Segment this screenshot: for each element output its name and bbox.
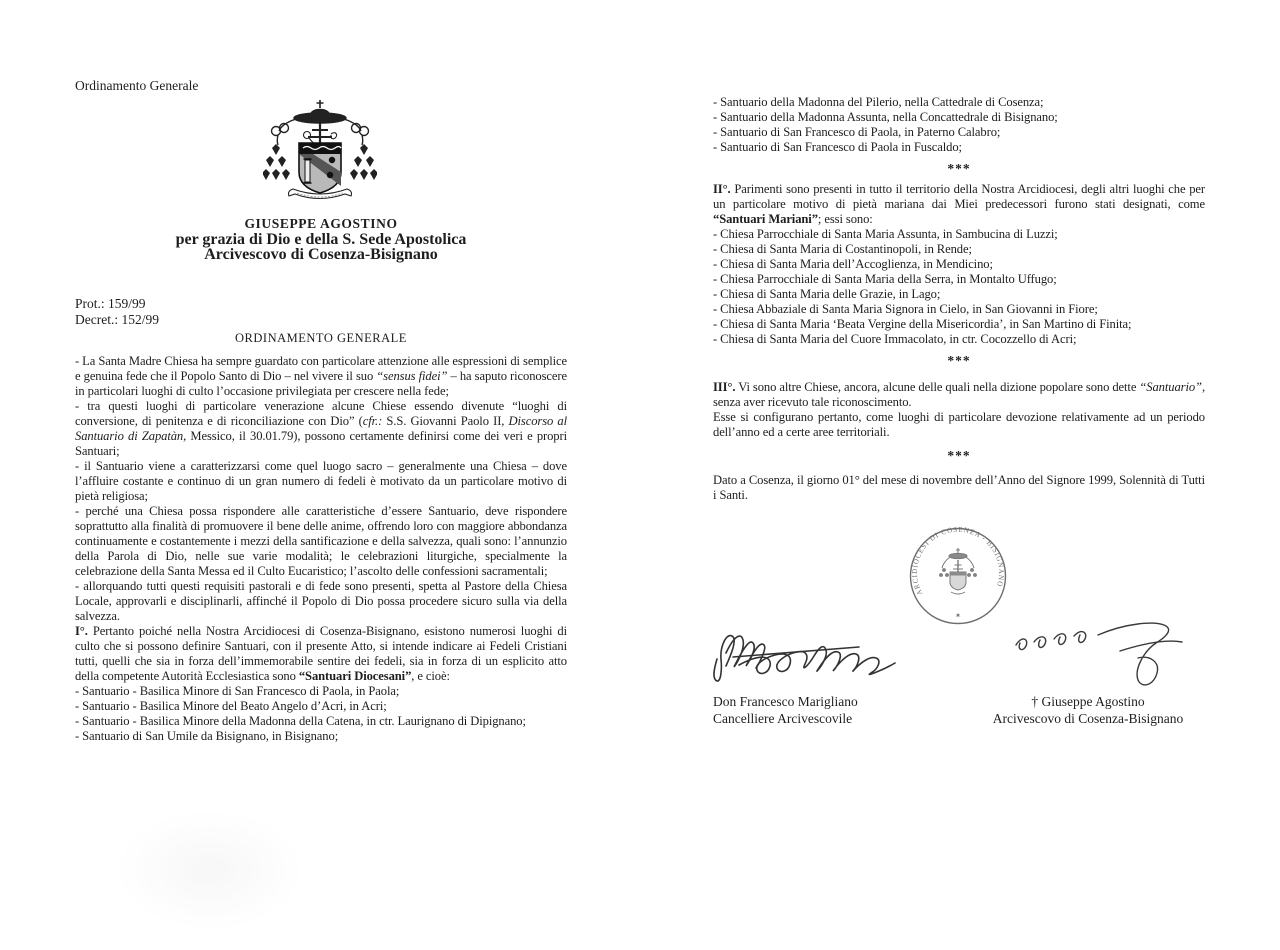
signature-agostino-icon xyxy=(1008,617,1188,697)
asterism-separator: *** xyxy=(947,448,971,463)
diocesan-sanctuaries-list xyxy=(75,684,567,744)
list-item: - Chiesa di Santa Maria di Costantinopoli, in Rende; xyxy=(713,242,972,256)
svg-text:ARCIDIOCESI DI COSENZA - BISIG: ARCIDIOCESI DI COSENZA - BISIGNANO xyxy=(909,524,1007,597)
list-item: - Santuario - Basilica Minore del Beato Angelo d’Acri, in Acri; xyxy=(75,699,387,713)
signatory-left xyxy=(713,694,858,727)
signatory-right xyxy=(971,694,1205,727)
list-item: - Chiesa di Santa Maria dell’Accoglienza, in Mendicino; xyxy=(713,257,993,271)
paragraph-requisiti-pastorali: - allorquando tutti questi requisiti pastorali e di fede sono presenti, spetta al Pastore della Chiesa Locale, approvarli e disciplinarli, affinché il Popolo di Dio possa procedere sicuro sulla via della salvezza. xyxy=(75,579,567,623)
coat-of-arms-icon xyxy=(263,98,377,206)
archbishop-title: GIUSEPPE AGOSTINO per grazia di Dio e della S. Sede Apostolica Arcivescovo di Cosenza-Bisignano xyxy=(75,216,567,263)
list-item: - Santuario - Basilica Minore di San Francesco di Paola, in Paola; xyxy=(75,684,400,698)
signatory-name: Don Francesco Marigliano xyxy=(713,694,858,709)
diocesan-sanctuaries-list-continued xyxy=(713,95,1205,155)
list-item: - Santuario di San Francesco di Paola, in Paterno Calabro; xyxy=(713,125,1001,139)
protocol-numbers xyxy=(75,296,159,328)
asterism-separator: *** xyxy=(947,161,971,176)
marian-sanctuaries-list xyxy=(713,227,1205,347)
signature-marigliano-icon xyxy=(709,623,905,685)
page-left xyxy=(75,78,567,838)
list-item: - Chiesa Abbaziale di Santa Maria Signora in Cielo, in San Giovanni in Fiore; xyxy=(713,302,1098,316)
paragraph-dato-a-cosenza: Dato a Cosenza, il giorno 01° del mese di novembre dell’Anno del Signore 1999, Solennità di Tutti i Santi. xyxy=(713,473,1205,502)
list-item: - Chiesa Parrocchiale di Santa Maria Assunta, in Sambucina di Luzzi; xyxy=(713,227,1058,241)
paragraph-III-devozione: Esse si configurano pertanto, come luoghi di particolare devozione relativamente ad un periodo dell’anno ed a certe aree territoriali. xyxy=(713,410,1205,439)
list-item: - Chiesa Parrocchiale di Santa Maria della Serra, in Montalto Uffugo; xyxy=(713,272,1057,286)
paragraph-II-santuari-mariani: II°. Parimenti sono presenti in tutto il territorio della Nostra Arcidiocesi, degli altri luoghi che per un particolare motivo di pietà mariana dai Miei predecessori furono stati designati, come “Santuari Mariani”; essi sono: xyxy=(713,182,1205,226)
scan-shadow-artifact xyxy=(85,790,335,950)
paragraph-III-block xyxy=(713,380,1205,440)
list-item: - Santuario della Madonna Assunta, nella Concattedrale di Bisignano; xyxy=(713,110,1058,124)
corner-label: Ordinamento Generale xyxy=(75,78,199,93)
list-item: - Chiesa di Santa Maria ‘Beata Vergine della Misericordia’, in San Martino di Finita; xyxy=(713,317,1132,331)
page-right xyxy=(713,95,1205,855)
decree-body xyxy=(75,354,567,744)
protocol-number: Prot.: 159/99 xyxy=(75,296,146,311)
list-item: - Santuario di San Umile da Bisignano, in Bisignano; xyxy=(75,729,339,743)
paragraph-III-altre-chiese: III°. Vi sono altre Chiese, ancora, alcune delle quali nella dizione popolare sono dette “Santuario”, senza aver ricevuto tale riconoscimento. xyxy=(713,380,1206,409)
list-item: - Santuario di San Francesco di Paola in Fuscaldo; xyxy=(713,140,962,154)
asterism-separator: *** xyxy=(947,353,971,368)
section-heading: ORDINAMENTO GENERALE xyxy=(235,331,407,345)
list-item: - Chiesa di Santa Maria delle Grazie, in Lago; xyxy=(713,287,941,301)
signatory-role: Arcivescovo di Cosenza-Bisignano xyxy=(992,710,1184,726)
signatory-name: † Giuseppe Agostino xyxy=(1031,694,1145,709)
list-item: - Chiesa di Santa Maria del Cuore Immacolato, in ctr. Cocozzello di Acri; xyxy=(713,332,1077,346)
decree-number: Decret.: 152/99 xyxy=(75,312,159,327)
signatory-role: Cancelliere Arcivescovile xyxy=(713,710,853,726)
archbishop-name: GIUSEPPE AGOSTINO xyxy=(244,216,398,231)
paragraph-luoghi-conversione: - tra questi luoghi di particolare venerazione alcune Chiese essendo divenute “luoghi di conversione, di penitenza e di riconciliazione con Dio” (cfr.: S.S. Giovanni Paolo II, Discorso al Santuario di Zapatàn, Messico, il 30.01.79), possono certamente definirsi come dei veri e propri Santuari; xyxy=(75,399,567,458)
paragraph-I-santuari-diocesani: I°. Pertanto poiché nella Nostra Arcidiocesi di Cosenza-Bisignano, esistono numerosi luoghi di culto che si possono definire Santuari, con il presente Atto, si intende indicare ai Fedeli Cristiani tutti, quelli che sia in forza dell’immemorabile sentire dei fedeli, sia in forza di un esplicito atto della competente Autorità Ecclesiastica sono “Santuari Diocesani”, e cioè: xyxy=(75,624,567,683)
list-item: - Santuario della Madonna del Pilerio, nella Cattedrale di Cosenza; xyxy=(713,95,1044,109)
paragraph-caratteristiche: - perché una Chiesa possa rispondere alle caratteristiche d’essere Santuario, deve rispondere soprattutto alla finalità di promuovere il bene delle anime, offrendo loro con maggiore abbondanza continuamente e costantemente i mezzi della santificazione e della salvezza, quali sono: l’annunzio della Parola di Dio, nelle sue varie modalità; le celebrazioni liturgiche, specialmente la celebrazione della Santa Messa ed il Culto Eucaristico; l’ascolto delle confessioni sacramentali; xyxy=(75,504,567,578)
paragraph-santuario-luogo-sacro: - il Santuario viene a caratterizzarsi come quel luogo sacro – generalmente una Chiesa – dove l’affluire costante e continuo di un gran numero di fedeli è motivato da un particolare motivo di pietà religiosa; xyxy=(75,459,567,503)
list-item: - Santuario - Basilica Minore della Madonna della Catena, in ctr. Laurignano di Dipignano; xyxy=(75,714,526,728)
diocesan-seal-icon xyxy=(906,524,1010,628)
seal-star-icon: ✶ xyxy=(954,611,962,620)
paragraph-sensus-fidei: - La Santa Madre Chiesa ha sempre guardato con particolare attenzione alle espressioni di semplice e genuina fede che il Popolo Santo di Dio – nel vivere il suo “sensus fidei” – ha saputo riconoscere in particolari luoghi di culto l’occasione privilegiata per crescere nella fede; xyxy=(75,354,567,398)
